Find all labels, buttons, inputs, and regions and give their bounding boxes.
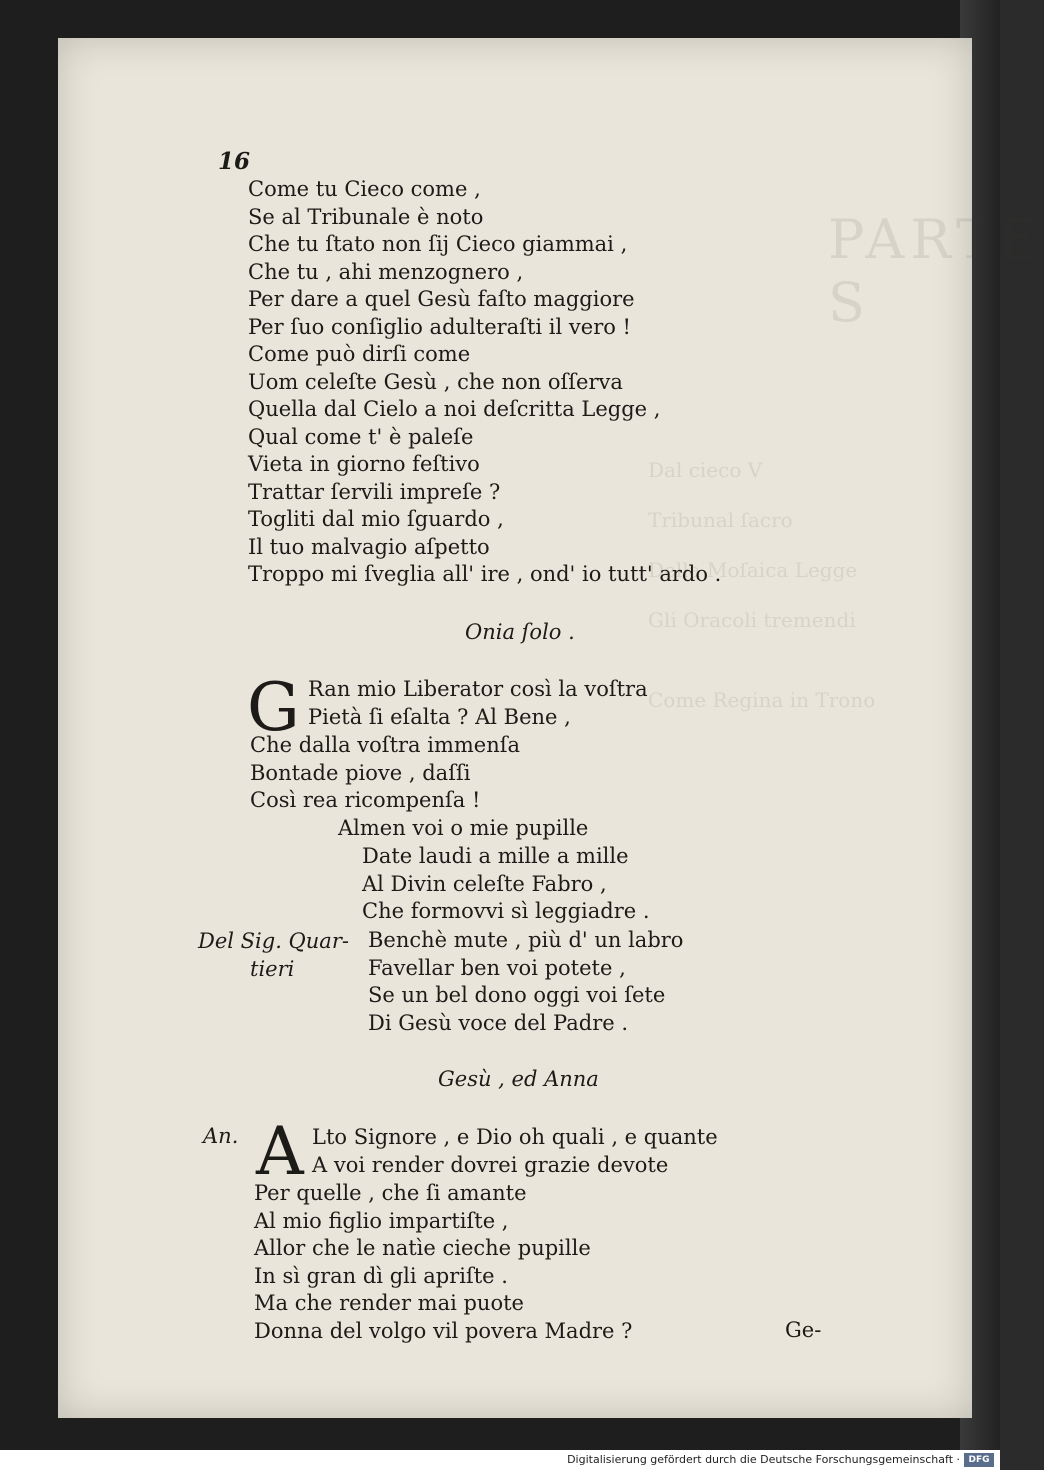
verse-line: Che formovvi sì leggiadre .	[362, 899, 650, 923]
verse-line: Per dare a quel Gesù faſto maggiore	[248, 287, 635, 311]
verse-line: Che dalla voſtra immenſa	[250, 733, 521, 757]
verse-block-3-dropcap	[312, 1124, 718, 1179]
verse-line: Di Gesù voce del Padre .	[368, 1010, 629, 1035]
verse-line: Vieta in giorno feſtivo	[248, 452, 480, 476]
section-heading-2: Gesù , ed Anna	[438, 1067, 599, 1091]
speaker-label: An.	[203, 1124, 239, 1148]
verse-line: Così rea ricompenſa !	[250, 788, 481, 812]
verse-line: Quella dal Cielo a noi deſcritta Legge ,	[248, 397, 661, 421]
catchword: Ge-	[785, 1318, 822, 1342]
verse-line: Ran mio Liberator così la voſtra	[308, 677, 648, 701]
verse-block-2-dropcap	[308, 676, 648, 731]
verse-line: Pietà ſi eſalta ? Al Bene ,	[308, 704, 571, 729]
verse-line: In sì gran dì gli apriſte .	[254, 1263, 508, 1288]
verse-line: Troppo mi ſveglia all' ire , ond' io tutt' ardo .	[248, 562, 722, 586]
page-number: 16	[218, 148, 251, 175]
verse-block-2-attributed	[296, 927, 683, 1037]
footer-bar	[0, 1450, 1000, 1470]
verse-line: Donna del volgo vil povera Madre ?	[254, 1318, 633, 1343]
verse-line: Lto Signore , e Dio oh quali , e quante	[312, 1125, 718, 1149]
verse-line: A voi render dovrei grazie devote	[312, 1152, 669, 1177]
verse-line: Per quelle , che ſi amante	[254, 1181, 527, 1205]
verse-line: Al mio figlio impartiſte ,	[254, 1208, 509, 1233]
verse-line: Uom celeſte Gesù , che non oſſerva	[248, 369, 623, 394]
verse-line: Trattar ſervili impreſe ?	[248, 479, 501, 504]
verse-line: Se un bel dono oggi voi ſete	[368, 983, 666, 1007]
verse-line: Per ſuo conſiglio adulteraſti il vero !	[248, 314, 631, 339]
verse-line: Bontade piove , daſſi	[250, 760, 471, 785]
verse-line: Come tu Cieco come ,	[248, 177, 481, 201]
footer-credit: Digitalisierung gefördert durch die Deutsche Forschungsgemeinschaft ·	[567, 1453, 960, 1466]
drop-capital-1: G	[247, 669, 300, 746]
verse-line: Il tuo malvagio aſpetto	[248, 534, 490, 559]
verse-line: Togliti dal mio ſguardo ,	[248, 507, 504, 531]
verse-line: Qual come t' è paleſe	[248, 424, 474, 449]
verse-line: Date laudi a mille a mille	[362, 844, 629, 868]
drop-capital-2: A	[256, 1113, 304, 1190]
verse-line: Almen voi o mie pupille	[338, 816, 589, 840]
verse-block-1	[248, 176, 721, 589]
verse-line: Favellar ben voi potete ,	[368, 955, 626, 980]
verse-line: Benchè mute , più d' un labro	[368, 928, 684, 952]
verse-line: Al Divin celeſte Fabro ,	[362, 871, 607, 896]
verse-line: Ma che render mai puote	[254, 1291, 524, 1315]
section-heading-1: Onia ſolo .	[465, 620, 575, 644]
verse-line: Che tu ſtato non ſij Cieco giammai ,	[248, 232, 628, 256]
verse-line: Che tu , ahi menzognero ,	[248, 259, 524, 284]
show-through: PARTE S Dal cieco V Tribunal ſacro Della Moſaica Legge Gli Oracoli tremendi Come Regina in Trono	[648, 208, 1044, 712]
verse-line: Se al Tribunale è noto	[248, 204, 484, 229]
verse-line: Come può dirſi come	[248, 342, 471, 366]
dfg-logo: DFG	[964, 1453, 994, 1467]
verse-block-3	[254, 1180, 632, 1345]
verse-line: Allor che le natìe cieche pupille	[254, 1236, 591, 1260]
verse-block-2-indent-deep	[250, 843, 650, 926]
margin-attribution: Del Sig. Quar- tieri	[198, 929, 349, 981]
verse-block-2-indent	[250, 815, 588, 843]
verse-block-2	[250, 732, 520, 815]
